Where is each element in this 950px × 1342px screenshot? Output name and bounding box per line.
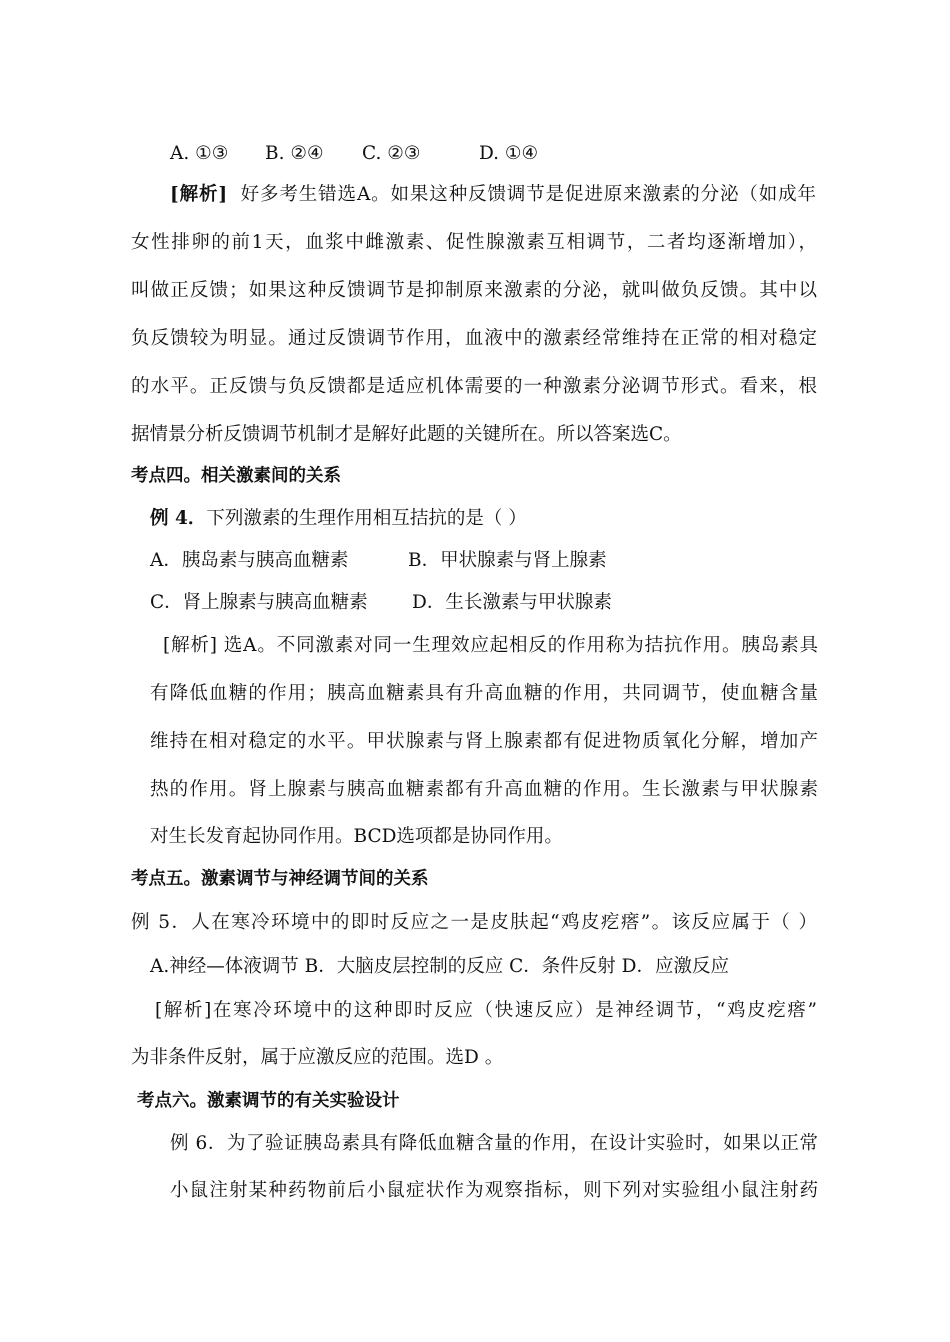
example-question: 例 5．人在寒冷环境中的即时反应之一是皮肤起“鸡皮疙瘩”。该反应属于（ ） [131,912,817,933]
analysis-line: 据情景分析反馈调节机制才是解好此题的关键所在。所以答案选C。 [131,424,682,445]
option-b: B．甲状腺素与肾上腺素 [408,550,607,571]
option-a: A．胰岛素与胰高血糖素 [150,550,349,571]
section-heading: 考点五。激素调节与神经调节间的关系 [131,869,429,889]
analysis-line: [解析]在寒冷环境中的这种即时反应（快速反应）是神经调节，“鸡皮疙瘩” [155,1000,817,1021]
option-c: C. ②③ [362,143,421,164]
analysis-line: 有降低血糖的作用；胰高血糖素具有升高血糖的作用，共同调节，使血糖含量 [150,683,818,704]
example-label: 例 4． [150,508,207,529]
option-d: D. ①④ [479,143,539,164]
example-question [150,506,527,532]
option-b: B. ②④ [265,143,324,164]
analysis-line: 热的作用。肾上腺素与胰高血糖素都有升高血糖的作用。生长激素与甲状腺素 [150,779,818,800]
analysis-line: 维持在相对稳定的水平。甲状腺素与肾上腺素都有促进物质氧化分解，增加产 [150,731,818,752]
example-question-line: 小鼠注射某种药物前后小鼠症状作为观察指标，则下列对实验组小鼠注射药 [170,1180,818,1201]
analysis-line: 叫做正反馈；如果这种反馈调节是抑制原来激素的分泌，就叫做负反馈。其中以 [131,280,817,301]
section-heading: 考点四。相关激素间的关系 [131,466,341,486]
section-heading: 考点六。激素调节的有关实验设计 [137,1091,400,1111]
analysis-line: 的水平。正反馈与负反馈都是适应机体需要的一种激素分泌调节形式。看来，根 [131,376,817,397]
example-question-line: 例 6．为了验证胰岛素具有降低血糖含量的作用，在设计实验时，如果以正常 [170,1133,818,1154]
analysis-line: 对生长发育起协同作用。BCD选项都是协同作用。 [150,826,563,847]
analysis-text: 好多考生错选A。如果这种反馈调节是促进原来激素的分泌（如成年 [240,184,816,205]
analysis-first-line [170,182,816,208]
option-d: D．生长激素与甲状腺素 [412,592,612,613]
analysis-line: 女性排卵的前1天，血浆中雌激素、促性腺激素互相调节，二者均逐渐增加）， [131,232,817,253]
analysis-line: 为非条件反射，属于应激反应的范围。选D 。 [131,1047,504,1068]
analysis-line: [解析] 选A。不同激素对同一生理效应起相反的作用称为拮抗作用。胰岛素具 [163,635,818,656]
options-row: A.神经—体液调节 B．大脑皮层控制的反应 C．条件反射 D．应激反应 [150,956,729,977]
analysis-line: 负反馈较为明显。通过反馈调节作用，血液中的激素经常维持在正常的相对稳定 [131,328,817,349]
question-text: 下列激素的生理作用相互拮抗的是（ ） [206,508,527,529]
analysis-label: [解析] [170,184,228,205]
option-c: C．肾上腺素与胰高血糖素 [150,592,368,613]
option-a: A. ①③ [170,143,229,164]
